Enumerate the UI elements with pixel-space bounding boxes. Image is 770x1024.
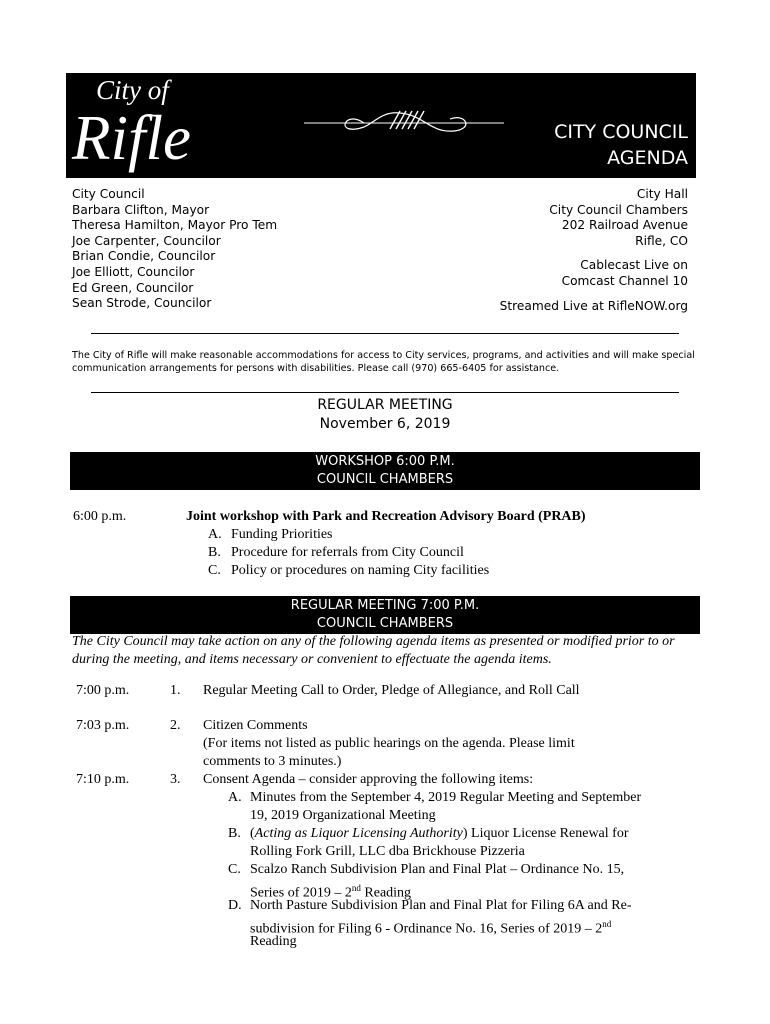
agenda-item-text: Regular Meeting Call to Order, Pledge of Allegiance, and Roll Call — [203, 683, 580, 698]
workshop-item-text: Procedure for referrals from City Council — [231, 545, 464, 560]
agenda-disclaimer: The City Council may take action on any of the following agenda items as presented or modified prior to or during the meeting, and items necessary or convenient to effectuate the agenda items. — [72, 634, 675, 667]
logo-rifle: Rifle — [72, 103, 191, 173]
agenda-item-note: comments to 3 minutes.) — [203, 754, 342, 769]
consent-item-text: (Acting as Liquor Licensing Authority) Liquor License Renewal for — [250, 826, 629, 841]
liquor-authority-italic: Acting as Liquor Licensing Authority — [254, 826, 463, 841]
agenda-number: 1. — [170, 683, 181, 698]
workshop-bar-line1: WORKSHOP 6:00 P.M. — [315, 454, 455, 469]
consent-item-text: North Pasture Subdivision Plan and Final Plat for Filing 6A and Re- — [250, 898, 632, 913]
council-line: Joe Elliott, Councilor — [72, 264, 195, 279]
agenda-time: 7:00 p.m. — [76, 683, 130, 698]
consent-item-text-rest: Liquor License Renewal for — [467, 826, 629, 841]
workshop-bar-line2: COUNCIL CHAMBERS — [316, 472, 454, 487]
location-line: City Council Chambers — [549, 202, 688, 217]
workshop-item-letter: C. — [208, 563, 221, 578]
council-members-list — [72, 187, 277, 312]
ornament-icon — [304, 103, 504, 143]
workshop-bar — [70, 452, 700, 490]
agenda-item-text: Consent Agenda – consider approving the following items: — [203, 772, 534, 787]
workshop-item-letter: A. — [208, 527, 222, 542]
cablecast-line: Comcast Channel 10 — [561, 273, 688, 288]
consent-item-text — [250, 915, 611, 939]
consent-item-letter: A. — [228, 790, 242, 805]
agenda-time: 7:03 p.m. — [76, 718, 130, 733]
council-line: Barbara Clifton, Mayor — [72, 202, 210, 217]
consent-item-letter: D. — [228, 898, 242, 913]
consent-item-text: Reading — [250, 934, 297, 949]
consent-item-letter: C. — [228, 862, 241, 877]
ordinal-suffix: nd — [351, 883, 361, 893]
consent-item-text-part: subdivision for Filing 6 - Ordinance No. 16, Series of 2019 – 2 — [250, 921, 603, 937]
agenda-title-line2: AGENDA — [607, 147, 688, 169]
workshop-time: 6:00 p.m. — [73, 509, 127, 524]
workshop-item-text: Funding Priorities — [231, 527, 333, 542]
consent-item-text: Rolling Fork Grill, LLC dba Brickhouse Pizzeria — [250, 844, 525, 859]
accommodation-notice: The City of Rifle will make reasonable accommodations for access to City services, programs, and activities and will make special communication arrangements for persons with disabilities. Please call (970) 665-6405 for assistance. — [72, 350, 695, 374]
location-line: 202 Railroad Avenue — [561, 218, 688, 233]
header-banner — [66, 73, 696, 178]
streamed-line: Streamed Live at RifleNOW.org — [499, 298, 688, 313]
agenda-time: 7:10 p.m. — [76, 772, 130, 787]
consent-item-text: 19, 2019 Organizational Meeting — [250, 808, 436, 823]
meeting-type: REGULAR MEETING — [317, 397, 453, 413]
agenda-item-note: (For items not listed as public hearings on the agenda. Please limit — [203, 736, 575, 751]
agenda-title-line1: CITY COUNCIL — [554, 121, 688, 143]
divider — [91, 333, 679, 334]
cablecast-line: Cablecast Live on — [580, 258, 688, 273]
meeting-date: November 6, 2019 — [319, 416, 451, 432]
council-line: Sean Strode, Councilor — [72, 296, 212, 311]
council-line: Theresa Hamilton, Mayor Pro Tem — [72, 218, 278, 233]
logo-city-of: City of — [96, 75, 169, 105]
regular-bar-line1: REGULAR MEETING 7:00 P.M. — [290, 598, 480, 613]
council-line: Joe Carpenter, Councilor — [72, 233, 221, 248]
agenda-item-text: Citizen Comments — [203, 718, 308, 733]
council-line: Brian Condie, Councilor — [72, 249, 216, 264]
council-line: Ed Green, Councilor — [72, 280, 194, 295]
meeting-heading — [0, 396, 770, 434]
council-line: City Council — [72, 187, 145, 201]
location-block — [500, 187, 688, 314]
agenda-number: 2. — [170, 718, 181, 733]
consent-item-text: Scalzo Ranch Subdivision Plan and Final Plat – Ordinance No. 15, — [250, 862, 625, 877]
ordinal-suffix: nd — [602, 919, 612, 929]
workshop-title: Joint workshop with Park and Recreation Advisory Board (PRAB) — [186, 509, 586, 524]
regular-bar-line2: COUNCIL CHAMBERS — [316, 616, 454, 631]
agenda-title — [554, 119, 688, 171]
location-line: Rifle, CO — [635, 233, 688, 248]
regular-meeting-bar — [70, 596, 700, 634]
consent-item-text-part: Reading — [360, 885, 412, 901]
consent-item-text-part: Series of 2019 – 2 — [250, 885, 352, 901]
location-line: City Hall — [636, 187, 688, 201]
workshop-item-text: Policy or procedures on naming City facilities — [231, 563, 490, 578]
divider — [91, 392, 679, 393]
agenda-number: 3. — [170, 772, 181, 787]
workshop-item-letter: B. — [208, 545, 221, 560]
consent-item-letter: B. — [228, 826, 241, 841]
consent-item-text: Minutes from the September 4, 2019 Regular Meeting and September — [250, 790, 642, 805]
